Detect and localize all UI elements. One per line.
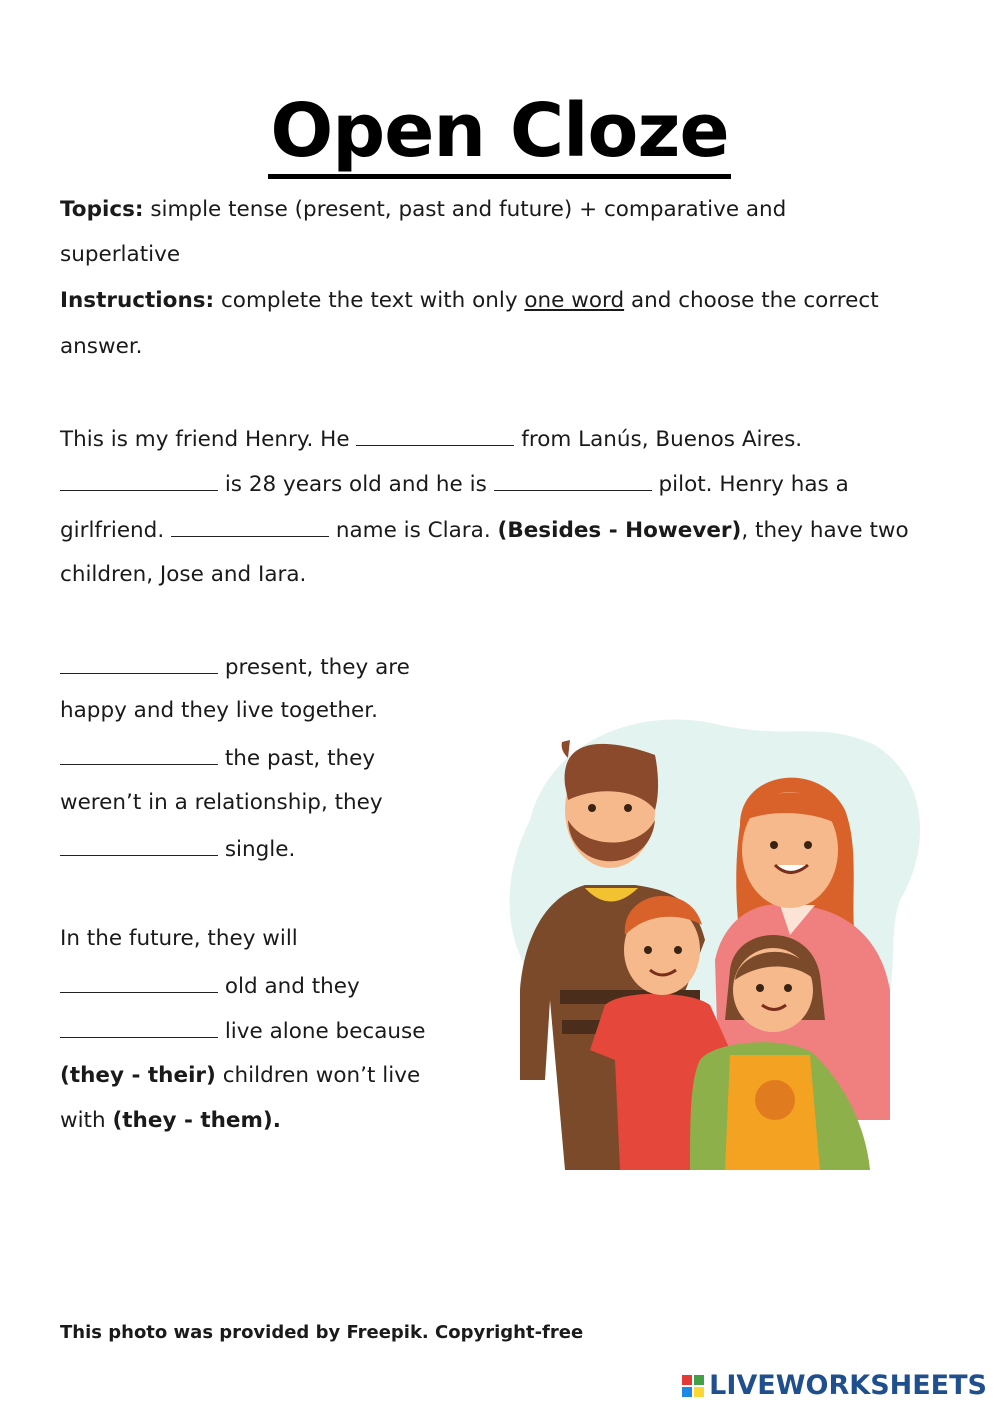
para3-line2: old and they <box>60 970 360 1002</box>
instructions-line-2: answer. <box>60 334 143 359</box>
para3-line5: with (they - them). <box>60 1108 281 1133</box>
blank-field[interactable] <box>356 423 514 446</box>
photo-credit: This photo was provided by Freepik. Copyright-free <box>60 1322 584 1343</box>
logo-blocks-icon <box>682 1375 704 1397</box>
blank-field[interactable] <box>60 1015 218 1038</box>
blank-field[interactable] <box>60 742 218 765</box>
para2-line2: happy and they live together. <box>60 698 378 723</box>
topics-line: Topics: simple tense (present, past and future) + comparative and <box>60 197 787 222</box>
blank-field[interactable] <box>171 514 329 537</box>
worksheet-title: Open Cloze <box>0 88 999 179</box>
blank-field[interactable] <box>60 970 218 993</box>
para3-line3: live alone because <box>60 1015 425 1047</box>
liveworksheets-logo[interactable] <box>682 1370 987 1401</box>
para1-line1: This is my friend Henry. He from Lanús, Buenos Aires. <box>60 423 802 455</box>
blank-field[interactable] <box>60 833 218 856</box>
blank-field[interactable] <box>494 468 652 491</box>
para1-line2: is 28 years old and he is pilot. Henry has a <box>60 468 849 500</box>
blank-field[interactable] <box>60 468 218 491</box>
para2-line4: weren’t in a relationship, they <box>60 790 383 815</box>
topics-line-2: superlative <box>60 242 181 267</box>
para2-line5: single. <box>60 833 295 865</box>
blank-field[interactable] <box>60 651 218 674</box>
choice-they-their[interactable]: (they - their) <box>60 1063 216 1088</box>
para3-line1: In the future, they will <box>60 926 298 951</box>
para1-line3: girlfriend. name is Clara. (Besides - However), they have two <box>60 514 909 546</box>
choice-besides-however[interactable]: (Besides - However) <box>497 518 742 543</box>
para2-line3: the past, they <box>60 742 375 774</box>
para2-line1: present, they are <box>60 651 410 683</box>
para3-line4: (they - their) children won’t live <box>60 1063 421 1088</box>
logo-text: LIVEWORKSHEETS <box>709 1370 987 1401</box>
para1-line4: children, Jose and Iara. <box>60 562 307 587</box>
instructions-line: Instructions: complete the text with only one word and choose the correct <box>60 288 879 313</box>
family-illustration <box>490 700 930 1175</box>
choice-they-them[interactable]: (they - them). <box>112 1108 281 1133</box>
